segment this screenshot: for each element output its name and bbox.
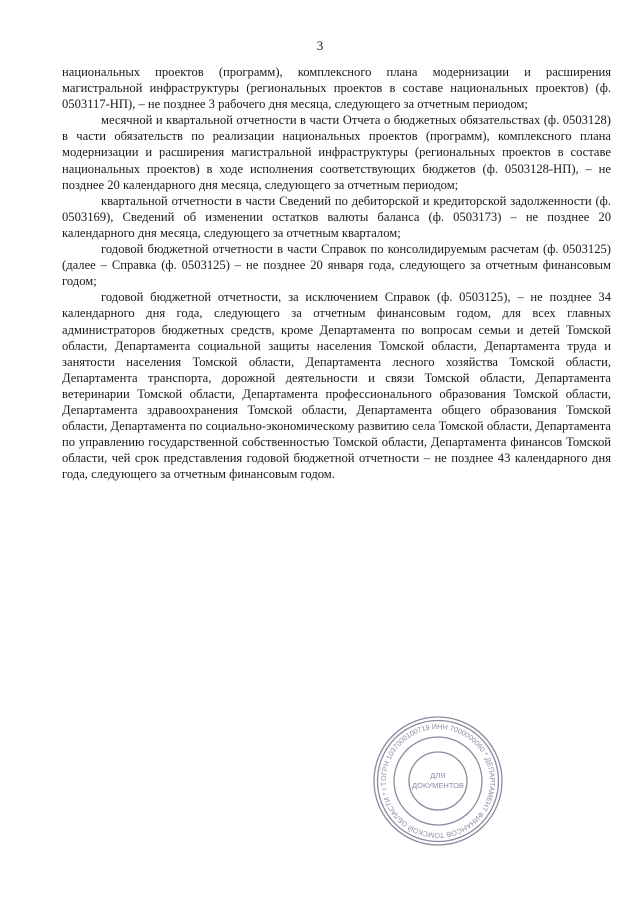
stamp-center-line-2: ДОКУМЕНТОВ bbox=[412, 781, 464, 790]
document-body bbox=[62, 64, 611, 482]
stamp-seal-graphic bbox=[371, 714, 505, 848]
paragraph-annual-references: годовой бюджетной отчетности в части Справок по консолидируемым расчетам (ф. 0503125) (далее – Справка (ф. 0503125) – не позднее 20 января года, следующего за отчетным финансовым годом; bbox=[62, 242, 611, 289]
paragraph-annual-main: годовой бюджетной отчетности, за исключением Справок (ф. 0503125), – не позднее 34 календарного дня года, следующего за отчетным финансовым годом, для всех главных администраторов бюджетных средств, кроме Департамента по вопросам семьи и детей Томской области, Департамента социальной защиты населения Томской области, Департамента труда и занятости населения Томской области, Департамента лесного хозяйства Томской области, Департамента транспорта, дорожной деятельности и связи Томской области, Департамента ветеринарии Томской области, Департамента профессионального образования Томской области, Департамента здравоохранения Томской области, Департамента общего образования Томской области, Департамента по социально-экономическому развитию села Томской области, Департамента по управлению государственной собственностью Томской области, Департамента финансов Томской области, чей срок представления годовой бюджетной отчетности – не позднее 43 календарного дня года, следующего за отчетным финансовым годом. bbox=[62, 290, 611, 482]
paragraph-monthly-quarterly: месячной и квартальной отчетности в части Отчета о бюджетных обязательствах (ф. 0503128) в части обязательств по реализации национальных проектов (программ), комплексного плана модернизации и расширения магистральной инфраструктуры (региональных проектов в составе национальных проектов) в ходе исполнения соответствующих бюджетов (ф. 0503128-НП), – не позднее 20 календарного дня месяца, следующего за отчетным периодом; bbox=[62, 113, 611, 192]
stamp-ring-text: ОГРН 1037000100719 ИНН 7000000060 * ДЕПАРТАМЕНТ ФИНАНСОВ ТОМСКОЙ ОБЛАСТИ * г.Т bbox=[378, 721, 498, 841]
stamp-center-line-1: ДЛЯ bbox=[430, 771, 446, 780]
page-number: 3 bbox=[316, 38, 324, 53]
paragraph-continuation: национальных проектов (программ), комплексного плана модернизации и расширения магистральной инфраструктуры (региональных проектов в составе национальных проектов) (ф. 0503117-НП), – не позднее 3 рабочего дня месяца, следующего за отчетным периодом; bbox=[62, 65, 611, 112]
official-stamp bbox=[371, 714, 505, 848]
paragraph-quarterly: квартальной отчетности в части Сведений по дебиторской и кредиторской задолженности (ф. 0503169), Сведений об изменении остатков валюты баланса (ф. 0503173) – не позднее 20 календарного дня месяца, следующего за отчетным кварталом; bbox=[62, 193, 611, 240]
